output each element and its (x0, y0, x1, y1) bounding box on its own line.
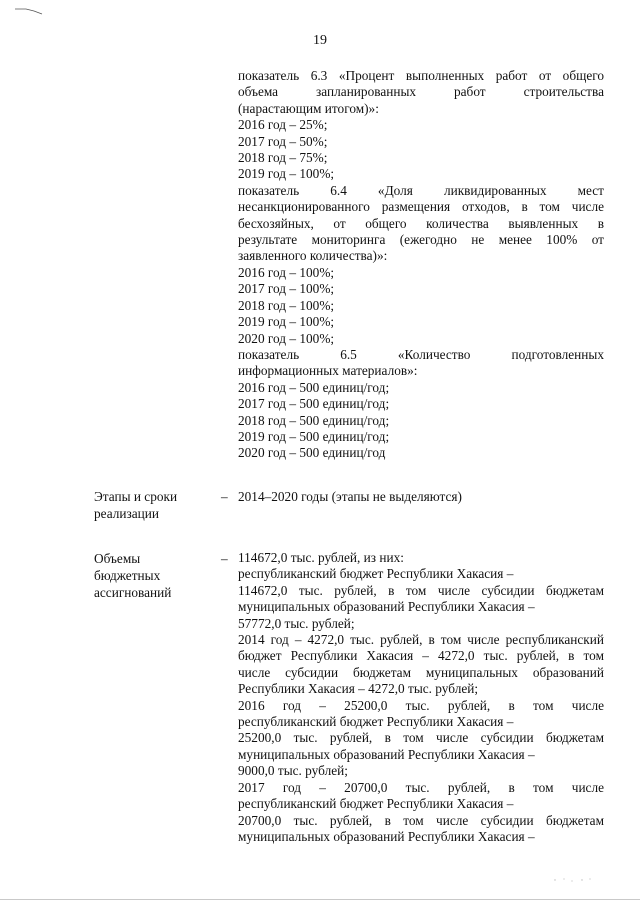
indicators-line: показатель 6.4 «Доля ликвидированных мест (238, 182, 604, 198)
budget-text-block (238, 550, 604, 845)
indicators-line: (нарастающим итогом)»: (238, 100, 379, 116)
budget-line: муниципальных образований Республики Хакасия – (238, 746, 535, 762)
indicators-line: 2017 год – 500 единиц/год; (238, 396, 390, 412)
stages-dash: – (221, 489, 228, 504)
budget-line: бюджет Республики Хакасия – 4272,0 тыс. рублей, в том (238, 648, 604, 664)
budget-line: республиканский бюджет Республики Хакасия – (238, 566, 514, 582)
indicators-line: информационных материалов»: (238, 363, 418, 379)
budget-line: 20700,0 тыс. рублей, в том числе субсидии бюджетам (238, 812, 604, 828)
budget-label (94, 550, 171, 601)
stages-value (238, 488, 604, 505)
indicators-line: 2019 год – 500 единиц/год; (238, 428, 390, 444)
indicators-line: объема запланированных работ строительства (238, 84, 604, 100)
scan-corner-mark (14, 6, 44, 16)
indicators-line: заявленного количества)»: (238, 248, 388, 264)
budget-line: республиканский бюджет Республики Хакасия – (238, 714, 514, 730)
budget-label-line: Объемы (94, 551, 141, 566)
indicators-line: 2020 год – 100%; (238, 330, 335, 346)
budget-dash: – (221, 551, 228, 566)
indicators-line: 2018 год – 500 единиц/год; (238, 412, 390, 428)
stages-label-line: реализации (94, 506, 159, 521)
indicators-line: 2017 год – 100%; (238, 281, 335, 297)
budget-label-line: бюджетных (94, 568, 161, 583)
page-bottom-edge (0, 899, 640, 900)
indicators-line: 2018 год – 75%; (238, 150, 328, 166)
indicators-line: 2019 год – 100%; (238, 166, 335, 182)
indicators-line: показатель 6.5 «Количество подготовленных (238, 346, 604, 362)
budget-line: 57772,0 тыс. рублей; (238, 615, 355, 631)
budget-line: муниципальных образований Республики Хакасия – (238, 599, 535, 615)
budget-line: числе субсидии бюджетам муниципальных образований (238, 664, 604, 680)
indicators-line: бесхозяйных, от общего количества выявленных в (238, 215, 604, 231)
indicators-line: показатель 6.3 «Процент выполненных работ от общего (238, 68, 604, 83)
stages-value-text: 2014–2020 годы (этапы не выделяются) (238, 489, 462, 504)
indicators-text-block (238, 68, 604, 462)
indicators-line: 2016 год – 500 единиц/год; (238, 379, 390, 395)
budget-line: 25200,0 тыс. рублей, в том числе субсидии бюджетам (238, 730, 604, 746)
budget-line: 2016 год – 25200,0 тыс. рублей, в том числе (238, 697, 604, 713)
indicators-line: несанкционированного размещения отходов, в том числе (238, 199, 604, 215)
indicators-line: 2016 год – 100%; (238, 264, 335, 280)
stages-label-line: Этапы и сроки (94, 489, 178, 504)
budget-line: 114672,0 тыс. рублей, из них: (238, 550, 404, 565)
indicators-line: 2018 год – 100%; (238, 297, 335, 313)
budget-label-line: ассигнований (94, 585, 172, 600)
stages-label (94, 488, 177, 522)
budget-line: 2014 год – 4272,0 тыс. рублей, в том числе республиканский (238, 632, 604, 648)
budget-line: 2017 год – 20700,0 тыс. рублей, в том числе (238, 779, 604, 795)
indicators-line: результате мониторинга (ежегодно не менее 100% от (238, 232, 604, 248)
budget-line: республиканский бюджет Республики Хакасия – (238, 796, 514, 812)
budget-line: 9000,0 тыс. рублей; (238, 763, 348, 779)
scan-artifact (552, 876, 594, 884)
page-number: 19 (313, 33, 327, 48)
indicators-line: 2017 год – 50%; (238, 133, 328, 149)
budget-line: 114672,0 тыс. рублей, в том числе субсидии бюджетам (238, 582, 604, 598)
budget-line: Республики Хакасия – 4272,0 тыс. рублей; (238, 681, 479, 697)
indicators-line: 2019 год – 100%; (238, 314, 335, 330)
budget-line: муниципальных образований Республики Хакасия – (238, 828, 535, 844)
indicators-line: 2016 год – 25%; (238, 117, 328, 133)
indicators-line: 2020 год – 500 единиц/год (238, 445, 386, 461)
